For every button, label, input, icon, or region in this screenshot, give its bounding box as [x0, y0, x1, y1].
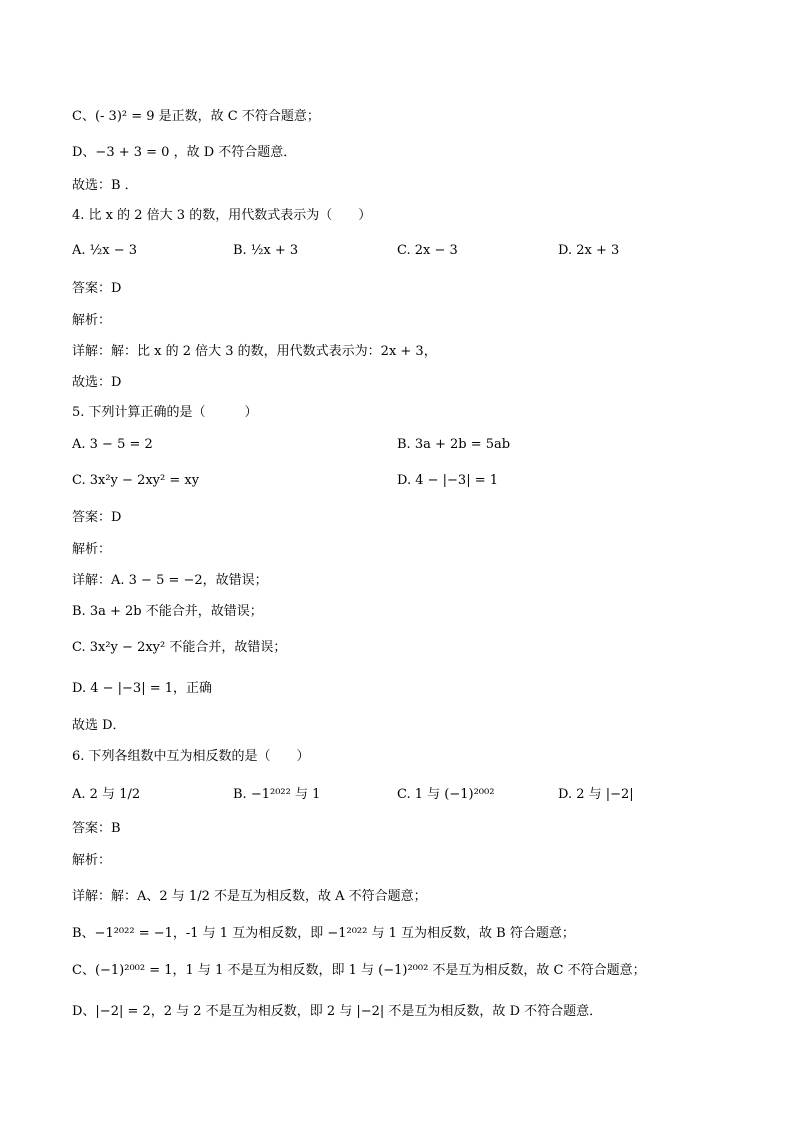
q6-option-b: B. −1²⁰²² 与 1	[233, 787, 321, 802]
q6-option-c: C. 1 与 (−1)²⁰⁰²	[397, 787, 495, 802]
question-6: 6. 下列各组数中互为相反数的是（ ）	[72, 749, 310, 764]
q6-option-d: D. 2 与 |−2|	[558, 787, 634, 802]
answer-selection: 故选：B ．	[72, 178, 138, 193]
q5-option-c: C. 3x²y − 2xy² = xy	[72, 473, 200, 488]
solution-line-d: D、−3 + 3 = 0 ，故 D 不符合题意．	[72, 145, 297, 160]
q5-option-a: A. 3 − 5 = 2	[72, 437, 153, 452]
q4-answer: 答案：D	[72, 281, 122, 296]
q6-analysis-label: 解析：	[72, 853, 112, 868]
q5-detail-b: B. 3a + 2b 不能合并，故错误；	[72, 604, 263, 619]
q5-option-d: D. 4 − |−3| = 1	[397, 473, 499, 488]
q6-detail-a: 详解：解：A、2 与 1/2 不是互为相反数，故 A 不符合题意；	[72, 889, 427, 904]
q6-option-a: A. 2 与 1/2	[72, 787, 141, 802]
q4-detail: 详解：解：比 x 的 2 倍大 3 的数，用代数式表示为：2x + 3，	[72, 344, 437, 359]
q5-answer: 答案：D	[72, 510, 122, 525]
q5-analysis-label: 解析：	[72, 542, 112, 557]
q6-detail-b: B、−1²⁰²² = −1，-1 与 1 互为相反数，即 −1²⁰²² 与 1 互为相反数，故 B 符合题意；	[72, 926, 575, 941]
q4-selection: 故选：D	[72, 375, 122, 390]
q4-option-c: C. 2x − 3	[397, 243, 458, 258]
q5-detail-c: C. 3x²y − 2xy² 不能合并，故错误；	[72, 640, 287, 655]
q6-detail-c: C、(−1)²⁰⁰² = 1，1 与 1 不是互为相反数，即 1 与 (−1)²⁰⁰² 不是互为相反数，故 C 不符合题意；	[72, 963, 646, 978]
q4-option-d: D. 2x + 3	[558, 243, 620, 258]
q6-detail-d: D、|−2| = 2，2 与 2 不是互为相反数，即 2 与 |−2| 不是互为相反数，故 D 不符合题意．	[72, 1004, 603, 1019]
q5-detail-a: 详解：A. 3 − 5 = −2，故错误；	[72, 573, 268, 588]
q4-option-a: A. ½x − 3	[72, 243, 138, 258]
question-4: 4. 比 x 的 2 倍大 3 的数，用代数式表示为（ ）	[72, 208, 372, 223]
q5-selection: 故选 D．	[72, 718, 126, 733]
q4-analysis-label: 解析：	[72, 313, 112, 328]
q4-option-b: B. ½x + 3	[233, 243, 299, 258]
solution-line-c: C、(- 3)² = 9 是正数，故 C 不符合题意；	[72, 109, 320, 124]
question-5: 5. 下列计算正确的是（ ）	[72, 405, 258, 420]
q5-detail-d: D. 4 − |−3| = 1，正确	[72, 681, 213, 696]
q5-option-b: B. 3a + 2b = 5ab	[397, 437, 511, 452]
q6-answer: 答案：B	[72, 821, 121, 836]
